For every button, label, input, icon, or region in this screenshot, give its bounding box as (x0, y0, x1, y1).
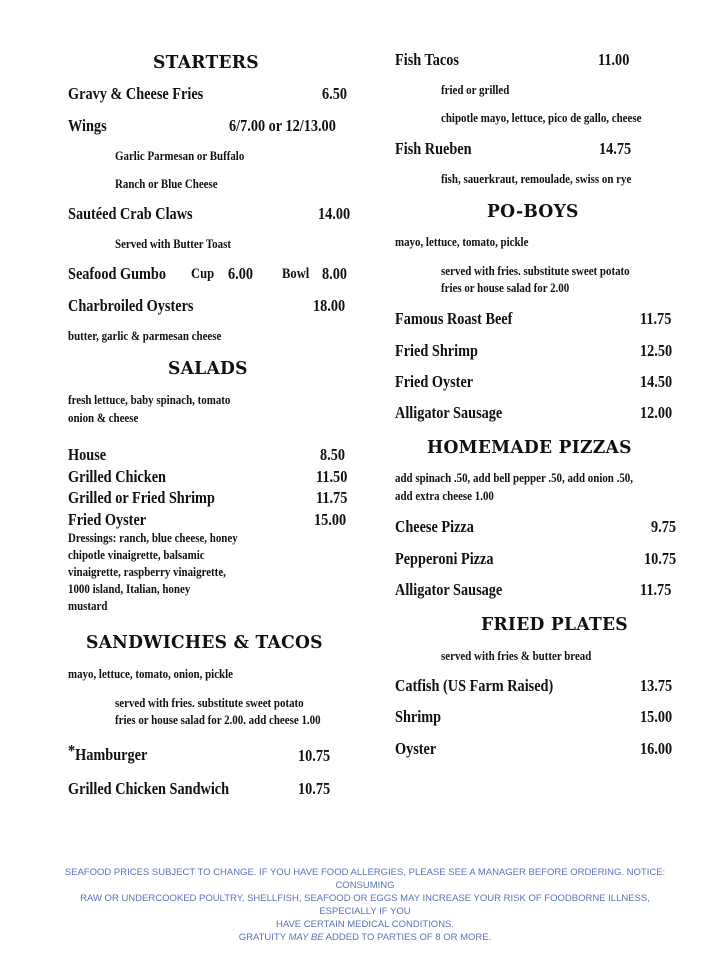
wings-note-dips: Ranch or Blue Cheese (115, 176, 218, 191)
gumbo-bowl-label: Bowl (282, 266, 310, 282)
gumbo-cup-label: Cup (191, 266, 215, 282)
sandwiches-note-2: fries or house salad for 2.00. add cheese 1.00 (115, 712, 321, 727)
poboy-shrimp-name: Fried Shrimp (395, 341, 478, 360)
fried-oyster-plate-price: 16.00 (640, 739, 673, 758)
cheese-pizza-price: 9.75 (651, 517, 676, 536)
fish-tacos-note-2: chipotle mayo, lettuce, pico de gallo, cheese (441, 110, 642, 125)
dressings-line-4: 1000 island, Italian, honey (68, 581, 191, 596)
fish-rueben-name: Fish Rueben (395, 139, 472, 158)
poboy-shrimp-price: 12.50 (640, 341, 673, 360)
fried-oyster-plate-name: Oyster (395, 739, 437, 758)
poboys-note-1: served with fries. substitute sweet potato (441, 263, 630, 278)
fish-tacos-name: Fish Tacos (395, 50, 459, 69)
gratuity-prefix: GRATUITY (238, 932, 289, 943)
fish-rueben-note: fish, sauerkraut, remoulade, swiss on rye (441, 171, 632, 186)
salad-house-price: 8.50 (320, 445, 345, 464)
dressings-line-2: chipotle vinaigrette, balsamic (68, 547, 205, 562)
fish-tacos-price: 11.00 (598, 50, 630, 69)
grilled-chicken-sandwich-price: 10.75 (298, 779, 331, 798)
oysters-price: 18.00 (313, 296, 346, 315)
poboy-sausage-price: 12.00 (640, 403, 673, 422)
poboy-oyster-name: Fried Oyster (395, 372, 474, 391)
hamburger-label: Hamburger (75, 745, 148, 764)
poboys-heading: PO-BOYS (487, 201, 579, 222)
gravy-fries-name: Gravy & Cheese Fries (68, 84, 204, 103)
crab-claws-note: Served with Butter Toast (115, 236, 231, 251)
sausage-pizza-price: 11.75 (640, 580, 672, 599)
salad-shrimp-price: 11.75 (316, 488, 348, 507)
crab-claws-name: Sautéed Crab Claws (68, 204, 193, 223)
salads-desc-1: fresh lettuce, baby spinach, tomato (68, 392, 231, 407)
sandwiches-desc: mayo, lettuce, tomato, onion, pickle (68, 666, 233, 681)
wings-price: 6/7.00 or 12/13.00 (229, 116, 336, 135)
pepperoni-pizza-name: Pepperoni Pizza (395, 549, 494, 568)
gratuity-line (60, 931, 670, 944)
dressings-line-3: vinaigrette, raspberry vinaigrette, (68, 564, 226, 579)
gratuity-emphasis: MAY BE (288, 932, 324, 943)
poboys-note-2: fries or house salad for 2.00 (441, 280, 570, 295)
oysters-note: butter, garlic & parmesan cheese (68, 328, 222, 343)
poboy-oyster-price: 14.50 (640, 372, 673, 391)
catfish-name: Catfish (US Farm Raised) (395, 676, 554, 695)
fish-rueben-price: 14.75 (599, 139, 632, 158)
dressings-line-1: Dressings: ranch, blue cheese, honey (68, 530, 238, 545)
fish-tacos-note-1: fried or grilled (441, 82, 510, 97)
salads-desc-2: onion & cheese (68, 410, 139, 425)
gravy-fries-price: 6.50 (322, 84, 347, 103)
grilled-chicken-sandwich-name: Grilled Chicken Sandwich (68, 779, 230, 798)
salad-house-name: House (68, 445, 107, 464)
pizzas-desc-1: add spinach .50, add bell pepper .50, add onion .50, (395, 470, 633, 485)
wings-note-sauces: Garlic Parmesan or Buffalo (115, 148, 245, 163)
hamburger-asterisk: * (68, 741, 76, 760)
salad-chicken-price: 11.50 (316, 467, 348, 486)
hamburger-name (68, 741, 148, 765)
fried-plates-heading: FRIED PLATES (481, 614, 628, 635)
salad-chicken-name: Grilled Chicken (68, 467, 166, 486)
salad-oyster-name: Fried Oyster (68, 510, 147, 529)
starters-heading: STARTERS (153, 52, 259, 73)
poboys-desc: mayo, lettuce, tomato, pickle (395, 234, 529, 249)
pizzas-heading: HOMEMADE PIZZAS (427, 437, 632, 458)
gumbo-cup-price: 6.00 (228, 264, 253, 283)
poboy-sausage-name: Alligator Sausage (395, 403, 503, 422)
crab-claws-price: 14.00 (318, 204, 351, 223)
gratuity-suffix: ADDED TO PARTIES OF 8 OR MORE. (323, 932, 492, 943)
salad-shrimp-name: Grilled or Fried Shrimp (68, 488, 215, 507)
cheese-pizza-name: Cheese Pizza (395, 517, 474, 536)
salads-heading: SALADS (168, 358, 248, 379)
allergy-notice (60, 866, 670, 944)
gumbo-name: Seafood Gumbo (68, 264, 167, 283)
salad-oyster-price: 15.00 (314, 510, 347, 529)
sandwiches-heading: SANDWICHES & TACOS (86, 632, 323, 653)
fried-shrimp-plate-name: Shrimp (395, 707, 442, 726)
notice-line-3: HAVE CERTAIN MEDICAL CONDITIONS. (275, 919, 455, 930)
gumbo-bowl-price: 8.00 (322, 264, 347, 283)
dressings-line-5: mustard (68, 598, 108, 613)
notice-line-1: SEAFOOD PRICES SUBJECT TO CHANGE. IF YOU HAVE FOOD ALLERGIES, PLEASE SEE A MANAGER BEFORE ORDERING. NOTICE: CONSUMING (64, 867, 666, 891)
catfish-price: 13.75 (640, 676, 673, 695)
poboy-beef-name: Famous Roast Beef (395, 309, 513, 328)
wings-name: Wings (68, 116, 107, 135)
pizzas-desc-2: add extra cheese 1.00 (395, 488, 494, 503)
notice-line-2: RAW OR UNDERCOOKED POULTRY, SHELLFISH, SEAFOOD OR EGGS MAY INCREASE YOUR RISK OF FOODBORNE ILLNESS, ESPECIALLY IF YOU (80, 893, 650, 917)
pepperoni-pizza-price: 10.75 (644, 549, 677, 568)
oysters-name: Charbroiled Oysters (68, 296, 194, 315)
sausage-pizza-name: Alligator Sausage (395, 580, 503, 599)
hamburger-price: 10.75 (298, 746, 331, 765)
fried-shrimp-plate-price: 15.00 (640, 707, 673, 726)
fried-plates-desc: served with fries & butter bread (441, 648, 592, 663)
sandwiches-note-1: served with fries. substitute sweet potato (115, 695, 304, 710)
poboy-beef-price: 11.75 (640, 309, 672, 328)
